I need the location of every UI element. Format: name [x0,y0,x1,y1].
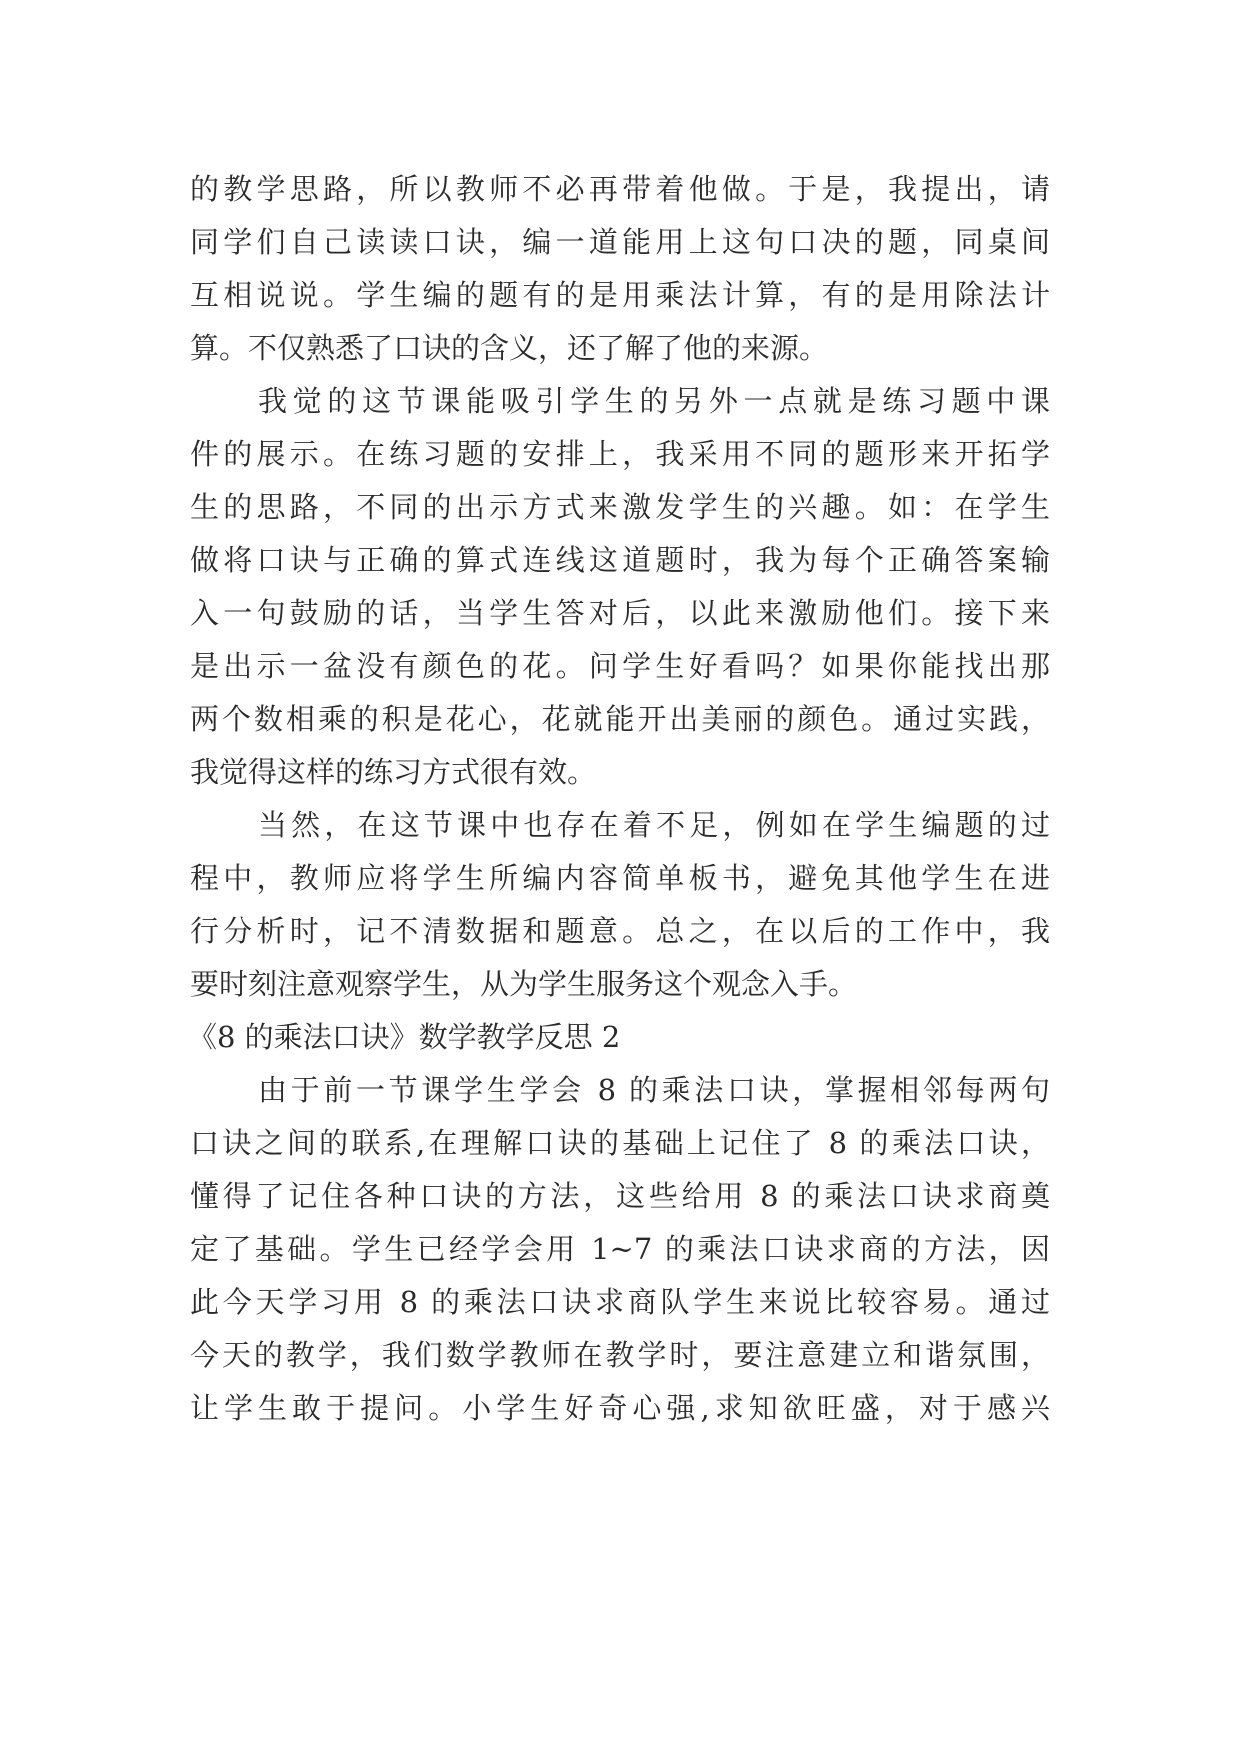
text-line: 程中，教师应将学生所编内容简单板书，避免其他学生在进 [190,861,1050,895]
text-line: 的教学思路，所以教师不必再带着他做。于是，我提出，请 [190,172,1050,206]
paragraph [190,375,1050,799]
text-line: 要时刻注意观察学生，从为学生服务这个观念入手。 [190,967,858,1001]
text-line: 是出示一盆没有颜色的花。问学生好看吗？如果你能找出那 [190,649,1050,683]
text-line: 算。不仅熟悉了口诀的含义，还了解了他的来源。 [190,331,829,365]
text-line: 两个数相乘的积是花心，花就能开出美丽的颜色。通过实践， [190,702,1050,736]
text-line: 生的思路，不同的出示方式来激发学生的兴趣。如：在学生 [190,490,1050,524]
document-body [190,163,1050,1435]
text-line: 当然，在这节课中也存在着不足，例如在学生编题的过 [258,808,1050,842]
paragraph [190,1064,1050,1435]
text-line: 由于前一节课学生学会 8 的乘法口诀，掌握相邻每两句 [258,1073,1050,1107]
section-title: 《8 的乘法口诀》数学教学反思 2 [188,1020,621,1054]
text-line: 此今天学习用 8 的乘法口诀求商队学生来说比较容易。通过 [190,1285,1050,1319]
paragraph [190,799,1050,1011]
text-line: 互相说说。学生编的题有的是用乘法计算，有的是用除法计 [190,278,1050,312]
text-line: 同学们自己读读口诀，编一道能用上这句口决的题，同桌间 [190,225,1050,259]
text-line: 定了基础。学生已经学会用 1~7 的乘法口诀求商的方法，因 [190,1232,1050,1266]
text-line: 做将口诀与正确的算式连线这道题时，我为每个正确答案输 [190,543,1050,577]
text-line: 行分析时，记不清数据和题意。总之，在以后的工作中，我 [190,914,1050,948]
text-line: 让学生敢于提问。小学生好奇心强,求知欲旺盛，对于感兴 [190,1391,1050,1425]
text-line: 口诀之间的联系,在理解口诀的基础上记住了 8 的乘法口诀， [190,1126,1050,1160]
text-line: 我觉得这样的练习方式很有效。 [190,755,597,789]
text-line: 我觉的这节课能吸引学生的另外一点就是练习题中课 [258,384,1050,418]
text-line: 件的展示。在练习题的安排上，我采用不同的题形来开拓学 [190,437,1050,471]
paragraph [190,163,1050,375]
text-line: 懂得了记住各种口诀的方法，这些给用 8 的乘法口诀求商奠 [190,1179,1050,1213]
text-line: 入一句鼓励的话，当学生答对后，以此来激励他们。接下来 [190,596,1050,630]
text-line: 今天的教学，我们数学教师在教学时，要注意建立和谐氛围， [190,1338,1050,1372]
